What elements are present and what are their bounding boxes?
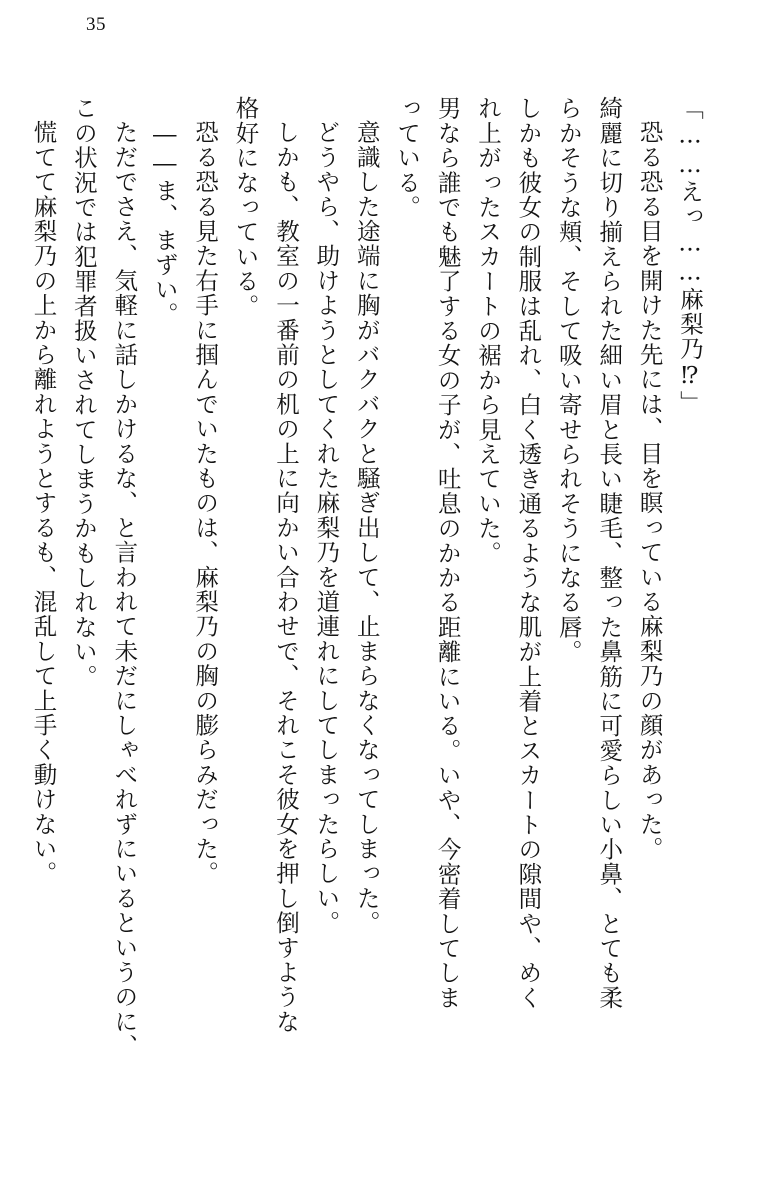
paragraph: この状況では犯罪者扱いされてしまうかもしれない。: [69, 96, 98, 689]
paragraph: 「……えっ……麻梨乃⁉」: [676, 96, 704, 415]
paragraph: れ上がったスカートの裾から見えていた。: [473, 96, 502, 566]
paragraph: 恐る恐る目を開けた先には、目を瞑っている麻梨乃の顔があった。: [635, 120, 664, 861]
paragraph: 恐る恐る見た右手に掴んでいたものは、麻梨乃の胸の膨らみだった。: [191, 120, 220, 886]
paragraph: ――ま、まずい。: [150, 120, 179, 327]
paragraph: らかそうな頬、そして吸い寄せられそうになる唇。: [554, 96, 583, 665]
vertical-text-body: [29, 96, 710, 1096]
paragraph: しかも、教室の一番前の机の上に向かい合わせで、それこそ彼女を押し倒すような: [271, 120, 300, 1034]
paragraph: ただでさえ、気軽に話しかけるな、と言われて未だにしゃべれずにいるというのに、: [110, 120, 139, 1059]
paragraph: 意識した途端に胸がバクバクと騒ぎ出して、止まらなくなってしまった。: [352, 120, 381, 936]
paragraph: 格好になっている。: [231, 96, 260, 319]
paragraph: 綺麗に切り揃えられた細い眉と長い睫毛、整った鼻筋に可愛らしい小鼻、とても柔: [595, 96, 624, 1010]
paragraph: しかも彼女の制服は乱れ、白く透き通るような肌が上着とスカートの隙間や、めく: [514, 96, 543, 1010]
page-number: 35: [86, 14, 106, 35]
paragraph: っている。: [393, 96, 422, 220]
paragraph: 男なら誰でも魅了する女の子が、吐息のかかる距離にいる。いや、今密着してしま: [433, 96, 462, 1010]
paragraph: 慌てて麻梨乃の上から離れようとするも、混乱して上手く動けない。: [29, 120, 58, 886]
paragraph: どうやら、助けようとしてくれた麻梨乃を道連れにしてしまったらしい。: [312, 120, 341, 936]
